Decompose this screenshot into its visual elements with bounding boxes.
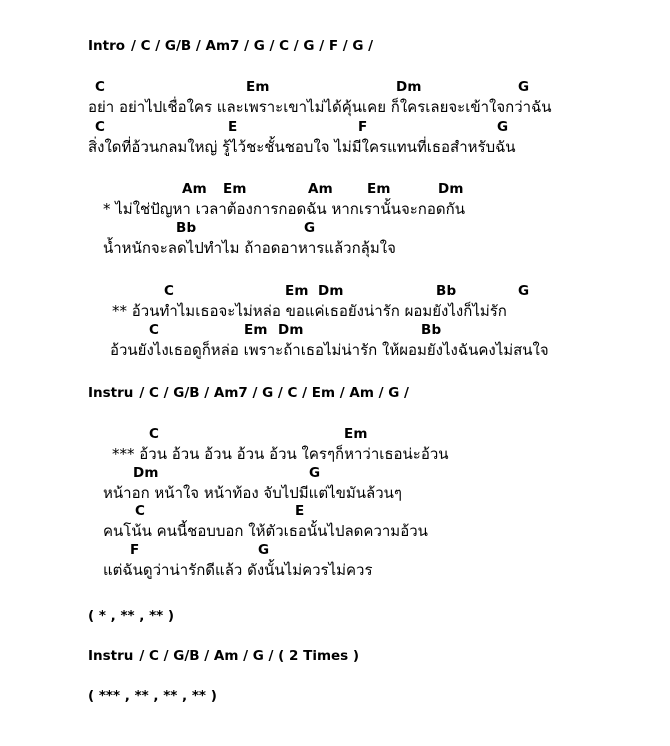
chord: G <box>497 119 509 135</box>
lyric-line: ** อ้วนทำไมเธอจะไม่หล่อ ขอแค่เธอยังน่ารัก ผอมยังไงก็ไม่รัก <box>112 302 507 320</box>
lyric-line: คนโน้น คนนี้ชอบบอก ให้ตัวเธอนั้นไปลดความอ้วน <box>103 522 428 540</box>
chorus2-line2-chords <box>0 321 670 339</box>
chord: G <box>258 542 270 558</box>
bridge-line4-chords <box>0 541 670 559</box>
chord: C <box>164 283 175 299</box>
chord: Em <box>367 181 391 197</box>
chord: Em <box>285 283 309 299</box>
chorus2-line2-row <box>0 340 670 360</box>
chord: Em <box>246 79 270 95</box>
bridge-line1-row <box>0 444 670 464</box>
section-intro-label: Intro <box>88 38 126 54</box>
chord: F <box>358 119 368 135</box>
bridge-line2-chords <box>0 464 670 482</box>
chorus2-line1-row <box>0 301 670 321</box>
chord: C <box>149 322 160 338</box>
chord: Dm <box>278 322 304 338</box>
chorus1-line1-chords <box>0 180 670 198</box>
verse1-line1-chords <box>0 78 670 96</box>
chord: Am <box>182 181 207 197</box>
chord: C <box>149 426 160 442</box>
section-instru-1-progression: / C / G/B / Am7 / G / C / Em / Am / G / <box>139 385 409 401</box>
chord: E <box>295 503 305 519</box>
chord: C <box>95 119 106 135</box>
chord: C <box>95 79 106 95</box>
verse1-line1-row <box>0 97 670 117</box>
bridge-line3-chords <box>0 502 670 520</box>
section-intro-progression: / C / G/B / Am7 / G / C / G / F / G / <box>131 38 374 54</box>
chord: G <box>304 220 316 236</box>
section-instru-1-label: Instru <box>88 385 134 401</box>
section-intro <box>88 36 373 56</box>
chord: Em <box>344 426 368 442</box>
chord: Dm <box>438 181 464 197</box>
chord: C <box>135 503 146 519</box>
chord: F <box>130 542 140 558</box>
lyric-line: สิ่งใดที่อ้วนกลมใหญ่ รู้ไว้ชะชั้นชอบใจ ไม่มีใครแทนที่เธอสำหรับฉัน <box>88 138 516 156</box>
bridge-line1-chords <box>0 425 670 443</box>
chord: G <box>309 465 321 481</box>
verse1-line2-chords <box>0 118 670 136</box>
section-instru-2 <box>88 646 359 666</box>
lyric-line: อย่า อย่าไปเชื่อใคร และเพราะเขาไม่ได้คุ้นเคย ก็ใครเลยจะเข้าใจกว่าฉัน <box>88 98 552 116</box>
chord: Am <box>308 181 333 197</box>
section-instru-2-label: Instru <box>88 648 134 664</box>
chorus1-line2-row <box>0 238 670 258</box>
bridge-line4-row <box>0 560 670 580</box>
chord: Bb <box>176 220 197 236</box>
section-instru-2-progression: / C / G/B / Am / G / ( 2 Times ) <box>139 648 360 664</box>
chord: G <box>518 79 530 95</box>
chord: Em <box>244 322 268 338</box>
bridge-line2-row <box>0 483 670 503</box>
lyric-line: * ไม่ใช่ปัญหา เวลาต้องการกอดฉัน หากเรานั้นจะกอดกัน <box>103 200 465 218</box>
repeat-marker-second: ( *** , ** , ** , ** ) <box>88 688 217 704</box>
chord: Bb <box>421 322 442 338</box>
chord: Em <box>223 181 247 197</box>
chord: G <box>518 283 530 299</box>
chord: Dm <box>318 283 344 299</box>
lyric-line: อ้วนยังไงเธอดูก็หล่อ เพราะถ้าเธอไม่น่ารัก ให้ผอมยังไงฉันคงไม่สนใจ <box>110 341 549 359</box>
lyric-line: หน้าอก หน้าใจ หน้าท้อง จับไปมีแต่ไขมันล้วนๆ <box>103 484 402 502</box>
verse1-line2-row <box>0 137 670 157</box>
chorus1-line2-chords <box>0 219 670 237</box>
chorus1-line1-row <box>0 199 670 219</box>
lyric-line: แต่ฉันดูว่าน่ารักดีแล้ว ดังนั้นไม่ควรไม่ควร <box>103 561 373 579</box>
chord: Dm <box>133 465 159 481</box>
bridge-line3-row <box>0 521 670 541</box>
chord: Dm <box>396 79 422 95</box>
chord: Bb <box>436 283 457 299</box>
section-instru-1 <box>88 383 409 403</box>
chorus2-line1-chords <box>0 282 670 300</box>
repeat-marker-first: ( * , ** , ** ) <box>88 608 175 624</box>
lyric-line: *** อ้วน อ้วน อ้วน อ้วน อ้วน ใครๆก็หาว่าเธอน่ะอ้วน <box>112 445 449 463</box>
chord: E <box>228 119 238 135</box>
lyric-line: น้ำหนักจะลดไปทำไม ถ้าอดอาหารแล้วกลุ้มใจ <box>103 239 396 257</box>
